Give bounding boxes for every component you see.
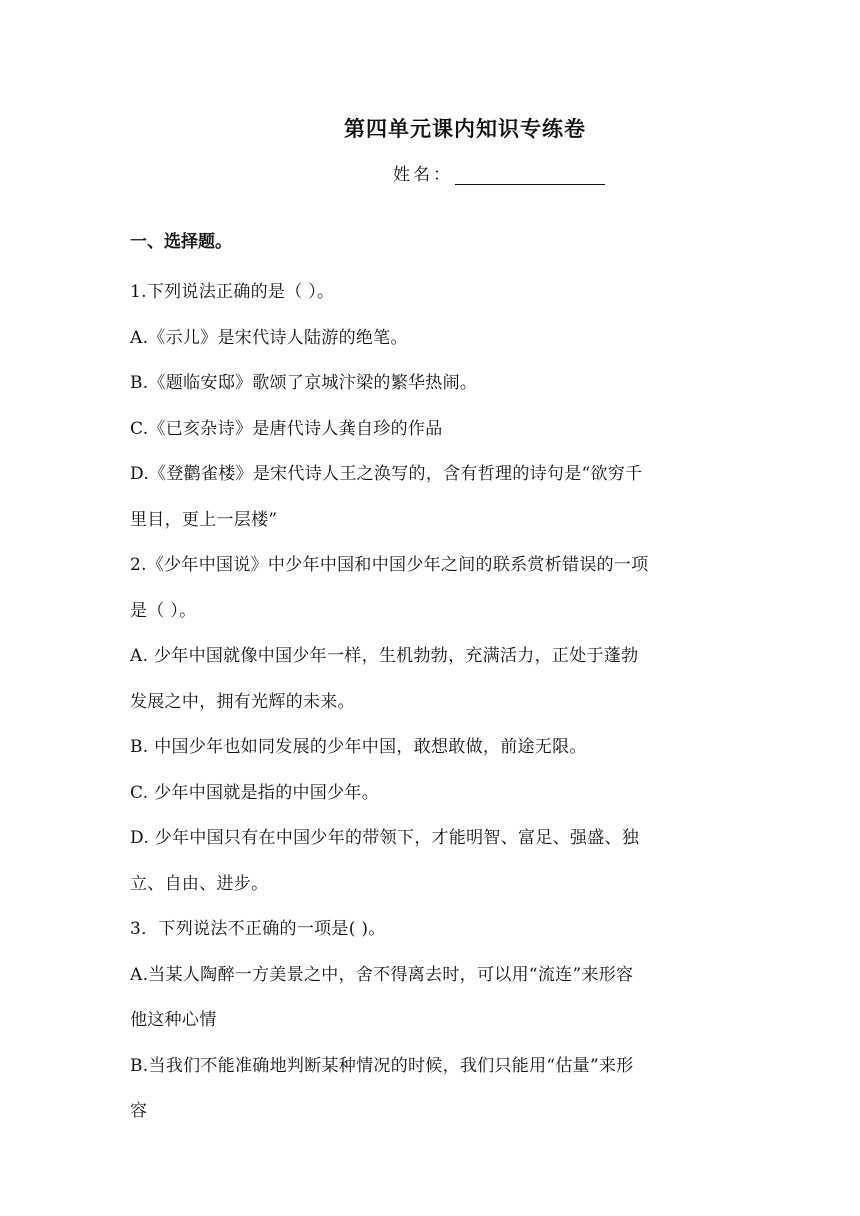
question-line: A. 少年中国就像中国少年一样，生机勃勃，充满活力，正处于蓬勃 xyxy=(130,646,639,666)
question-line: D. 少年中国只有在中国少年的带领下，才能明智、富足、强盛、独 xyxy=(130,828,640,848)
question-line: 1.下列说法正确的是（ ）。 xyxy=(130,282,335,302)
question-line: B.当我们不能准确地判断某种情况的时候，我们只能用“估量”来形 xyxy=(130,1055,634,1076)
question-lines xyxy=(130,270,735,1135)
question-line: 是（ ）。 xyxy=(130,600,197,621)
question-line: 立、自由、进步。 xyxy=(130,873,269,894)
question-line: B.《题临安邸》歌颂了京城汴梁的繁华热闹。 xyxy=(130,373,478,393)
page-title: 第四单元课内知识专练卷 xyxy=(344,117,586,141)
name-label: 姓名： xyxy=(393,165,453,185)
section-heading: 一、选择题。 xyxy=(130,232,232,252)
question-line: 他这种心情 xyxy=(130,1010,217,1030)
question-line: A.当某人陶醉一方美景之中，舍不得离去时，可以用“流连”来形容 xyxy=(130,964,634,985)
name-blank-line[interactable] xyxy=(455,166,605,185)
question-line: A.《示儿》是宋代诗人陆游的绝笔。 xyxy=(130,327,408,348)
question-line: 发展之中，拥有光辉的未来。 xyxy=(130,691,355,712)
question-line: 3．下列说法不正确的一项是( )。 xyxy=(130,919,386,939)
question-line: C.《已亥杂诗》是唐代诗人龚自珍的作品 xyxy=(130,418,443,439)
name-field-row xyxy=(393,160,605,185)
question-section xyxy=(130,226,735,1135)
question-line: 里目，更上一层楼” xyxy=(130,509,278,530)
question-line: D.《登鹳雀楼》是宋代诗人王之涣写的，含有哲理的诗句是“欲穷千 xyxy=(130,464,643,484)
question-line: 2.《少年中国说》中少年中国和中国少年之间的联系赏析错误的一项 xyxy=(130,555,649,575)
question-line: B. 中国少年也如同发展的少年中国，敢想敢做，前途无限。 xyxy=(130,737,587,757)
question-line: 容 xyxy=(130,1101,148,1121)
question-line: C. 少年中国就是指的中国少年。 xyxy=(130,782,380,803)
